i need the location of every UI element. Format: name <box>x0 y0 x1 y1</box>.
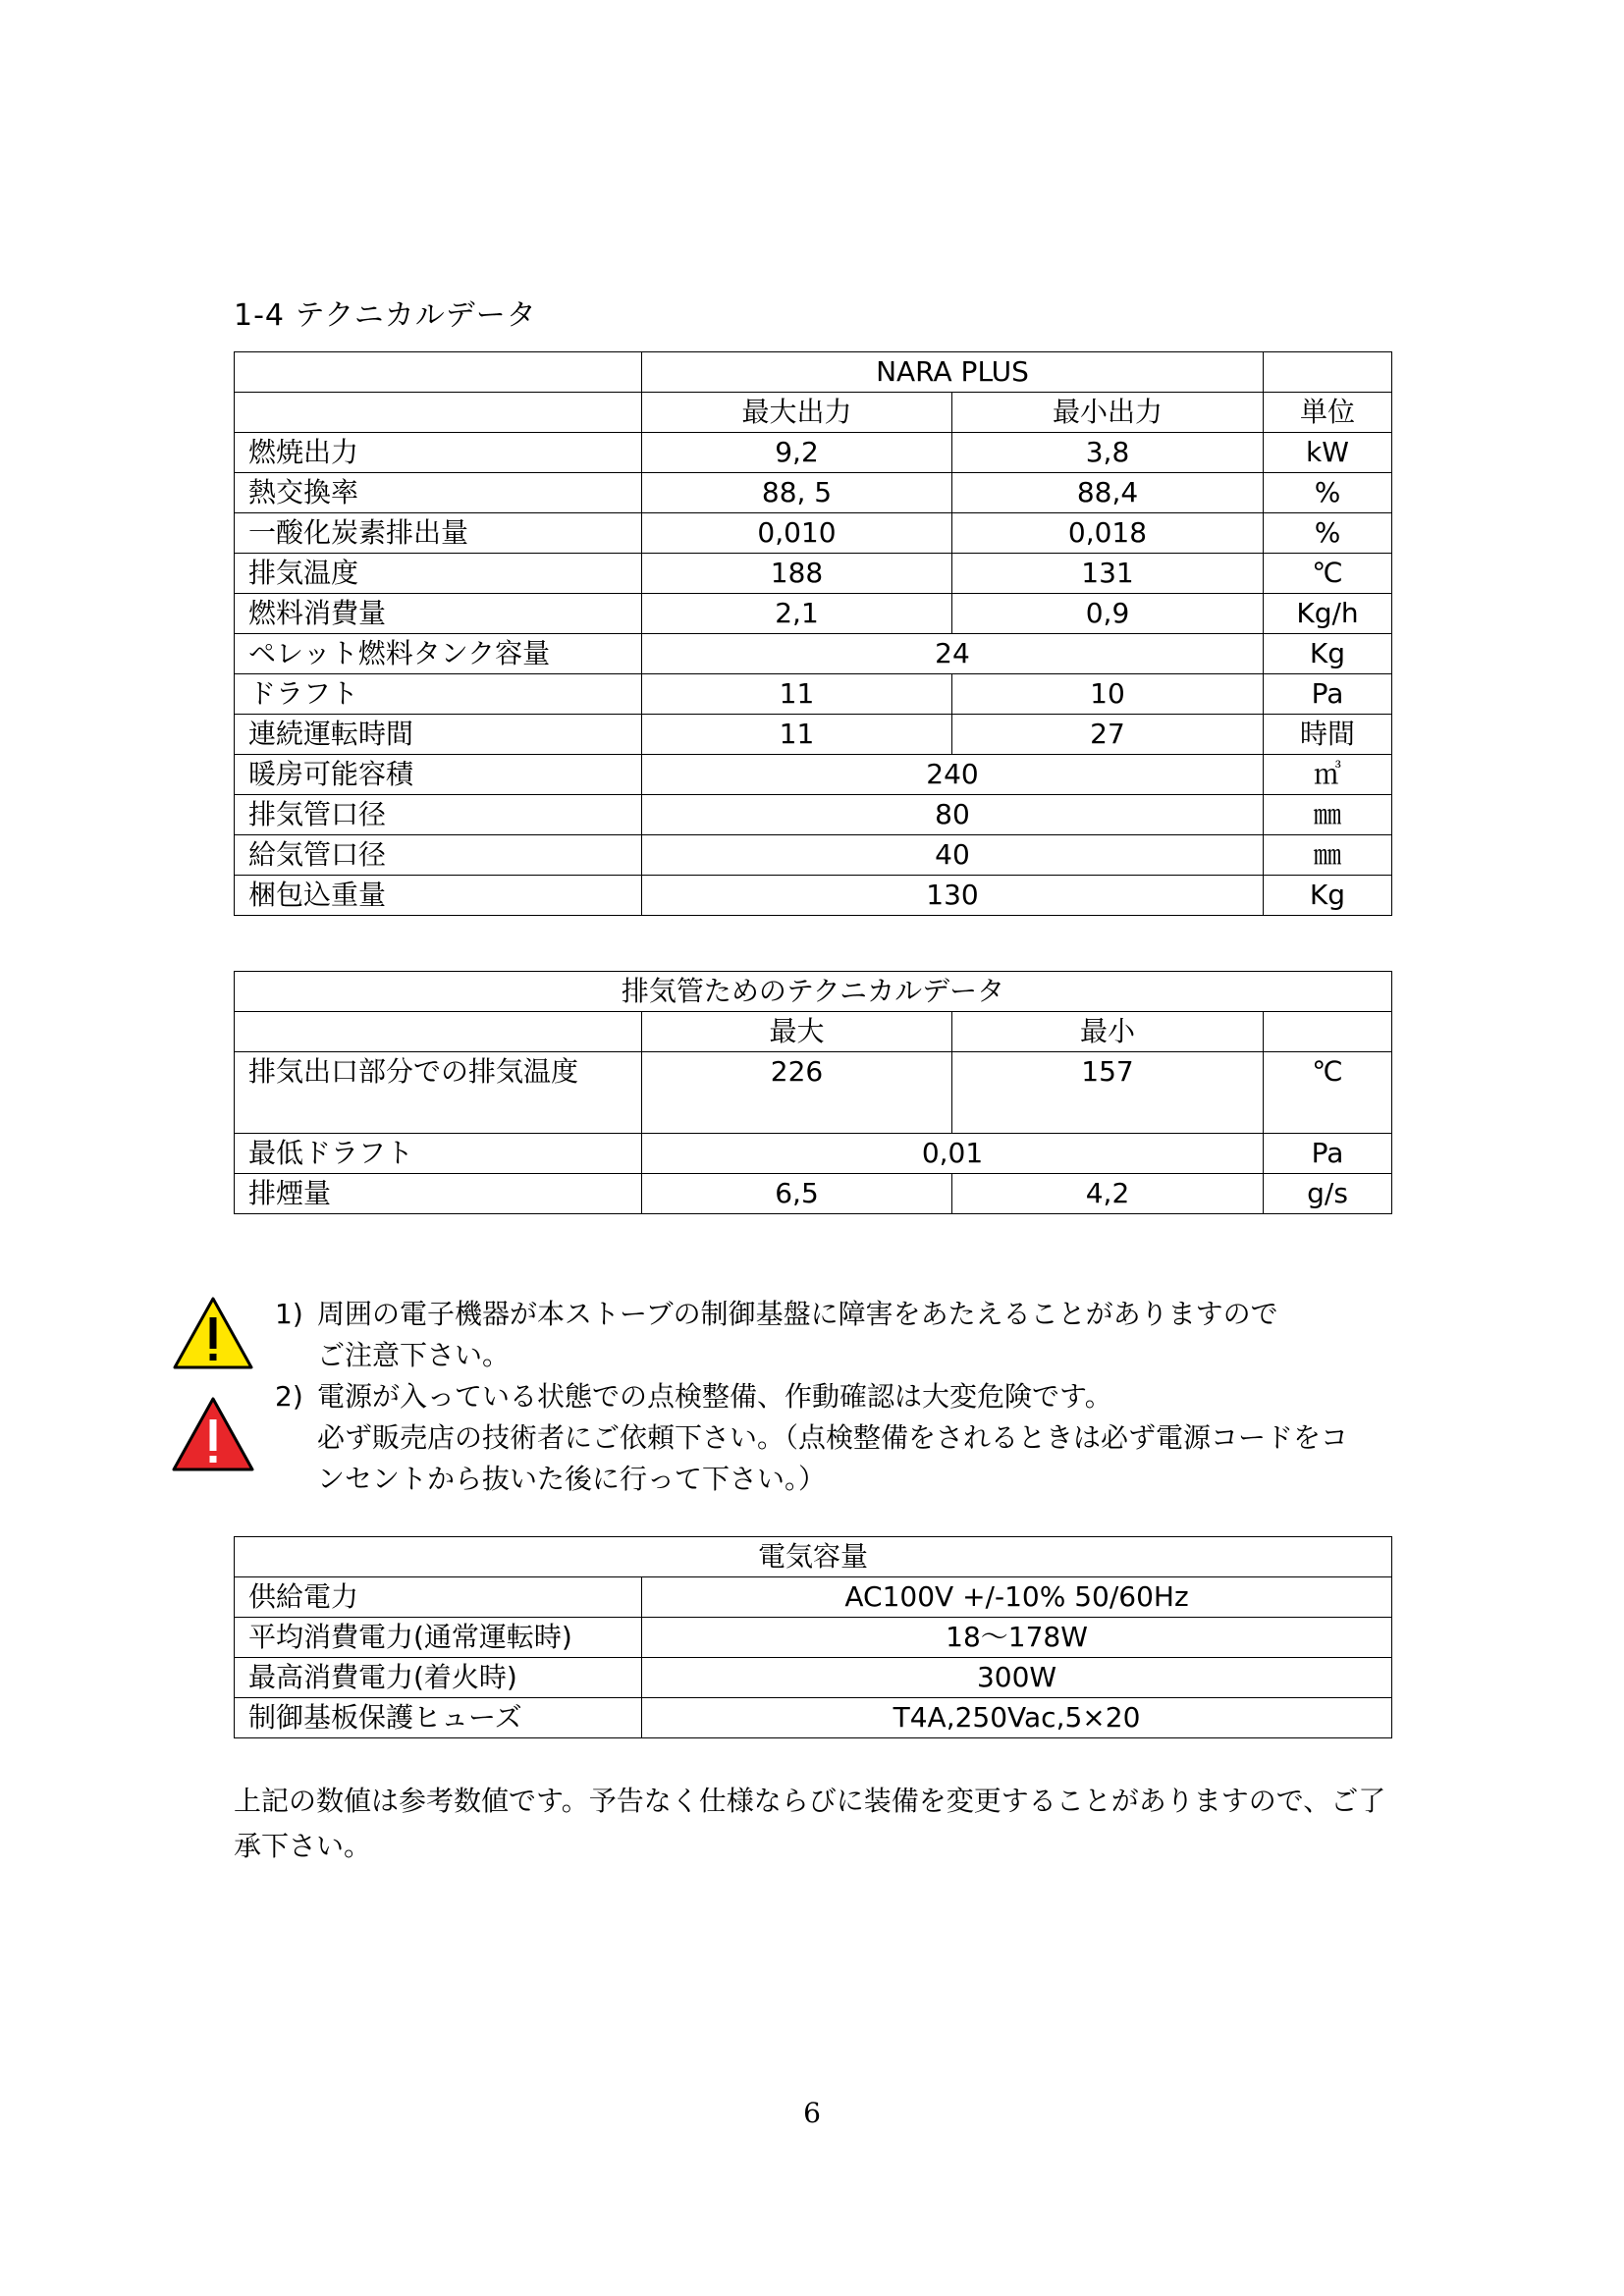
empty-header-cell <box>1264 352 1392 393</box>
merged-value: 130 <box>642 876 1264 916</box>
table-row <box>235 715 1392 755</box>
max-value: 0,010 <box>642 513 952 554</box>
unit-cell: Kg/h <box>1264 594 1392 634</box>
warning-red-icon <box>171 1396 255 1472</box>
warning-line: 電源が入っている状態での点検整備、作動確認は大変危険です。 <box>317 1380 1112 1413</box>
unit-cell: Pa <box>1264 1134 1392 1174</box>
value-cell: 300W <box>642 1658 1392 1698</box>
table-title-row <box>235 1537 1392 1577</box>
row-label: 燃焼出力 <box>235 433 642 473</box>
table-row <box>235 513 1392 554</box>
merged-value: 40 <box>642 835 1264 876</box>
technical-data-table <box>234 351 1392 916</box>
warning-item-2 <box>275 1376 1348 1500</box>
page-number: 6 <box>803 2097 821 2129</box>
merged-value: 0,01 <box>642 1134 1264 1174</box>
row-label: 熱交換率 <box>235 473 642 513</box>
min-value: 4,2 <box>952 1174 1264 1214</box>
warning-item-1 <box>275 1294 1348 1376</box>
min-value: 0,018 <box>952 513 1264 554</box>
warning-number: 1) <box>275 1298 303 1330</box>
merged-value: 80 <box>642 795 1264 835</box>
table-row <box>235 1052 1392 1134</box>
min-value: 157 <box>952 1052 1264 1134</box>
table-header-row <box>235 393 1392 433</box>
merged-value: 24 <box>642 634 1264 674</box>
row-label: 制御基板保護ヒューズ <box>235 1698 642 1738</box>
max-value: 226 <box>642 1052 952 1134</box>
row-label: ドラフト <box>235 674 642 715</box>
warning-yellow-icon <box>172 1296 254 1370</box>
exhaust-data-table <box>234 971 1392 1214</box>
row-label: 暖房可能容積 <box>235 755 642 795</box>
table-header-row <box>235 1012 1392 1052</box>
row-label: 連続運転時間 <box>235 715 642 755</box>
table-row <box>235 755 1392 795</box>
unit-cell: Kg <box>1264 634 1392 674</box>
unit-cell: ㎥ <box>1264 755 1392 795</box>
empty-header-cell <box>235 393 642 433</box>
row-label: 排気温度 <box>235 554 642 594</box>
table-header-row <box>235 352 1392 393</box>
exhaust-table-title: 排気管ためのテクニカルデータ <box>235 972 1392 1012</box>
table-row <box>235 1658 1392 1698</box>
value-cell: T4A,250Vac,5×20 <box>642 1698 1392 1738</box>
max-value: 9,2 <box>642 433 952 473</box>
column-header-max: 最大 <box>642 1012 952 1052</box>
max-value: 2,1 <box>642 594 952 634</box>
unit-cell: Pa <box>1264 674 1392 715</box>
table-row <box>235 1577 1392 1618</box>
table-row <box>235 554 1392 594</box>
unit-cell: g/s <box>1264 1174 1392 1214</box>
unit-cell: ℃ <box>1264 554 1392 594</box>
row-label: 梱包込重量 <box>235 876 642 916</box>
row-label: 排気出口部分での排気温度 <box>235 1052 642 1134</box>
row-label: 最高消費電力(着火時) <box>235 1658 642 1698</box>
row-label: 最低ドラフト <box>235 1134 642 1174</box>
max-value: 11 <box>642 674 952 715</box>
empty-header-cell <box>235 352 642 393</box>
table-row <box>235 1618 1392 1658</box>
max-value: 188 <box>642 554 952 594</box>
empty-header-cell <box>1264 1012 1392 1052</box>
table-row <box>235 1698 1392 1738</box>
unit-cell: kW <box>1264 433 1392 473</box>
table-row <box>235 1134 1392 1174</box>
unit-cell: 時間 <box>1264 715 1392 755</box>
row-label: 平均消費電力(通常運転時) <box>235 1618 642 1658</box>
warning-line: 周囲の電子機器が本ストーブの制御基盤に障害をあたえることがありますので <box>317 1298 1278 1330</box>
column-header-min-output: 最小出力 <box>952 393 1264 433</box>
max-value: 88, 5 <box>642 473 952 513</box>
column-header-min: 最小 <box>952 1012 1264 1052</box>
empty-header-cell <box>235 1012 642 1052</box>
row-label: 供給電力 <box>235 1577 642 1618</box>
table-row <box>235 1174 1392 1214</box>
value-cell: AC100V +/-10% 50/60Hz <box>642 1577 1392 1618</box>
power-table-title: 電気容量 <box>235 1537 1392 1577</box>
electrical-capacity-table <box>234 1536 1392 1738</box>
model-name-header: NARA PLUS <box>642 352 1264 393</box>
section-title: 1-4 テクニカルデータ <box>234 298 537 333</box>
unit-cell: ㎜ <box>1264 795 1392 835</box>
min-value: 3,8 <box>952 433 1264 473</box>
unit-cell: ㎜ <box>1264 835 1392 876</box>
row-label: 排気管口径 <box>235 795 642 835</box>
unit-cell: Kg <box>1264 876 1392 916</box>
min-value: 10 <box>952 674 1264 715</box>
warning-line: ご注意下さい。 <box>317 1339 511 1371</box>
warning-number: 2) <box>275 1380 303 1413</box>
row-label: 排煙量 <box>235 1174 642 1214</box>
min-value: 27 <box>952 715 1264 755</box>
table-row <box>235 433 1392 473</box>
min-value: 88,4 <box>952 473 1264 513</box>
table-row <box>235 674 1392 715</box>
warning-notes <box>275 1294 1348 1500</box>
warning-line: ンセントから抜いた後に行って下さい。） <box>317 1463 827 1495</box>
row-label: 燃料消費量 <box>235 594 642 634</box>
max-value: 11 <box>642 715 952 755</box>
min-value: 131 <box>952 554 1264 594</box>
min-value: 0,9 <box>952 594 1264 634</box>
warning-line: 必ず販売店の技術者にご依頼下さい。（点検整備をされるときは必ず電源コードをコ <box>317 1421 1349 1454</box>
unit-cell: % <box>1264 513 1392 554</box>
row-label: 一酸化炭素排出量 <box>235 513 642 554</box>
table-title-row <box>235 972 1392 1012</box>
footnote: 上記の数値は参考数値です。予告なく仕様ならびに装備を変更することがありますので、ご了承下さい。 <box>234 1785 1386 1862</box>
max-value: 6,5 <box>642 1174 952 1214</box>
unit-cell: ℃ <box>1264 1052 1392 1134</box>
table-row <box>235 473 1392 513</box>
row-label: ペレット燃料タンク容量 <box>235 634 642 674</box>
column-header-max-output: 最大出力 <box>642 393 952 433</box>
table-row <box>235 594 1392 634</box>
table-row <box>235 634 1392 674</box>
column-header-unit: 単位 <box>1264 393 1392 433</box>
table-row <box>235 835 1392 876</box>
merged-value: 240 <box>642 755 1264 795</box>
table-row <box>235 876 1392 916</box>
unit-cell: % <box>1264 473 1392 513</box>
value-cell: 18～178W <box>642 1618 1392 1658</box>
table-row <box>235 795 1392 835</box>
row-label: 給気管口径 <box>235 835 642 876</box>
